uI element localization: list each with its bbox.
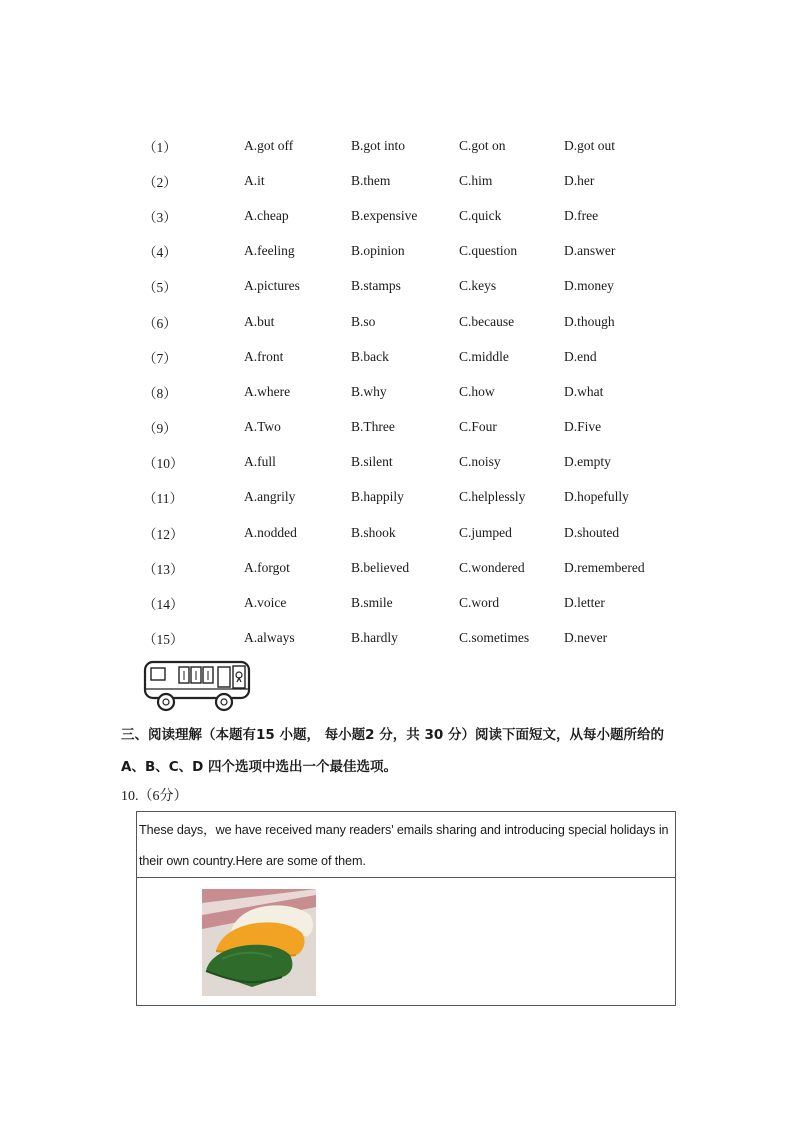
question-label: （5） [143, 280, 177, 296]
bus-illustration-icon [142, 658, 254, 716]
option-c: C.Four [459, 419, 497, 435]
option-c: C.keys [459, 278, 497, 294]
option-d: D.her [564, 172, 595, 188]
option-a: A.pictures [244, 278, 300, 294]
option-a: A.always [244, 630, 295, 646]
option-d: D.what [564, 383, 604, 399]
option-b: B.silent [351, 454, 393, 470]
options-row [143, 339, 703, 374]
options-row [143, 515, 703, 550]
option-b: B.why [351, 383, 387, 399]
options-row [143, 304, 703, 339]
option-a: A.forgot [244, 559, 290, 575]
option-c: C.jumped [459, 524, 512, 540]
option-d: D.letter [564, 595, 605, 611]
option-a: A.voice [244, 595, 287, 611]
options-row [143, 621, 703, 656]
rice-cake-photo [202, 889, 316, 996]
options-row [143, 234, 703, 269]
option-d: D.Five [564, 419, 602, 435]
question-label: （4） [143, 245, 177, 261]
options-row [143, 410, 703, 445]
option-c: C.because [459, 313, 515, 329]
option-b: B.so [351, 313, 376, 329]
question-label: （8） [143, 385, 177, 401]
cloze-options-table [143, 128, 703, 656]
section-3-heading: 三、阅读理解（本题有15 小题， 每小题2 分，共 30 分）阅读下面短文，从每小题所给的 A、B、C、D 四个选项中选出一个最佳选项。 [121, 727, 664, 775]
option-d: D.never [564, 630, 608, 646]
options-row [143, 480, 703, 515]
question-number: 10.（6分） [121, 789, 188, 804]
options-row [143, 374, 703, 409]
options-row [143, 445, 703, 480]
option-b: B.opinion [351, 243, 405, 259]
option-c: C.sometimes [459, 630, 530, 646]
option-d: D.end [564, 348, 597, 364]
option-b: B.got into [351, 137, 406, 153]
option-c: C.how [459, 383, 495, 399]
option-c: C.helplessly [459, 489, 526, 505]
question-label: （12） [143, 526, 184, 542]
question-label: （9） [143, 421, 177, 437]
option-a: A.but [244, 313, 275, 329]
question-label: （3） [143, 209, 177, 225]
options-row [143, 269, 703, 304]
option-c: C.quick [459, 207, 502, 223]
option-d: D.answer [564, 243, 616, 259]
passage-intro: These days，we have received many readers' emails sharing and introducing special holidays in their own country.Here are some of them. [137, 812, 675, 878]
option-a: A.feeling [244, 243, 295, 259]
option-c: C.wondered [459, 559, 525, 575]
option-a: A.nodded [244, 524, 297, 540]
option-a: A.where [244, 383, 291, 399]
options-row [143, 198, 703, 233]
option-b: B.stamps [351, 278, 401, 294]
option-a: A.angrily [244, 489, 296, 505]
question-label: （2） [143, 174, 177, 190]
options-row [143, 163, 703, 198]
option-b: B.them [351, 172, 391, 188]
option-d: D.empty [564, 454, 611, 470]
option-b: B.hardly [351, 630, 398, 646]
question-label: （7） [143, 350, 177, 366]
option-c: C.noisy [459, 454, 501, 470]
option-d: D.money [564, 278, 614, 294]
option-a: A.Two [244, 419, 281, 435]
option-c: C.word [459, 595, 500, 611]
option-c: C.question [459, 243, 518, 259]
question-label: （1） [143, 139, 177, 155]
option-b: B.expensive [351, 207, 418, 223]
option-a: A.front [244, 348, 284, 364]
options-row [143, 550, 703, 585]
option-c: C.middle [459, 348, 509, 364]
option-b: B.back [351, 348, 389, 364]
option-b: B.shook [351, 524, 396, 540]
option-d: D.though [564, 313, 615, 329]
option-a: A.got off [244, 137, 294, 153]
option-c: C.him [459, 172, 493, 188]
option-b: B.smile [351, 595, 393, 611]
option-c: C.got on [459, 137, 506, 153]
option-b: B.believed [351, 559, 410, 575]
options-row [143, 585, 703, 620]
option-d: D.free [564, 207, 599, 223]
passage-table [136, 811, 676, 1006]
option-d: D.hopefully [564, 489, 629, 505]
question-label: （15） [143, 632, 184, 648]
option-b: B.happily [351, 489, 404, 505]
option-a: A.it [244, 172, 265, 188]
question-label: （6） [143, 315, 177, 331]
option-a: A.full [244, 454, 276, 470]
options-row [143, 128, 703, 163]
option-a: A.cheap [244, 207, 289, 223]
cloze-options-body [143, 128, 703, 656]
question-label: （14） [143, 597, 184, 613]
question-label: （10） [143, 456, 184, 472]
question-label: （13） [143, 561, 184, 577]
option-b: B.Three [351, 419, 395, 435]
option-d: D.shouted [564, 524, 620, 540]
question-label: （11） [143, 491, 183, 507]
option-d: D.got out [564, 137, 616, 153]
option-d: D.remembered [564, 559, 645, 575]
